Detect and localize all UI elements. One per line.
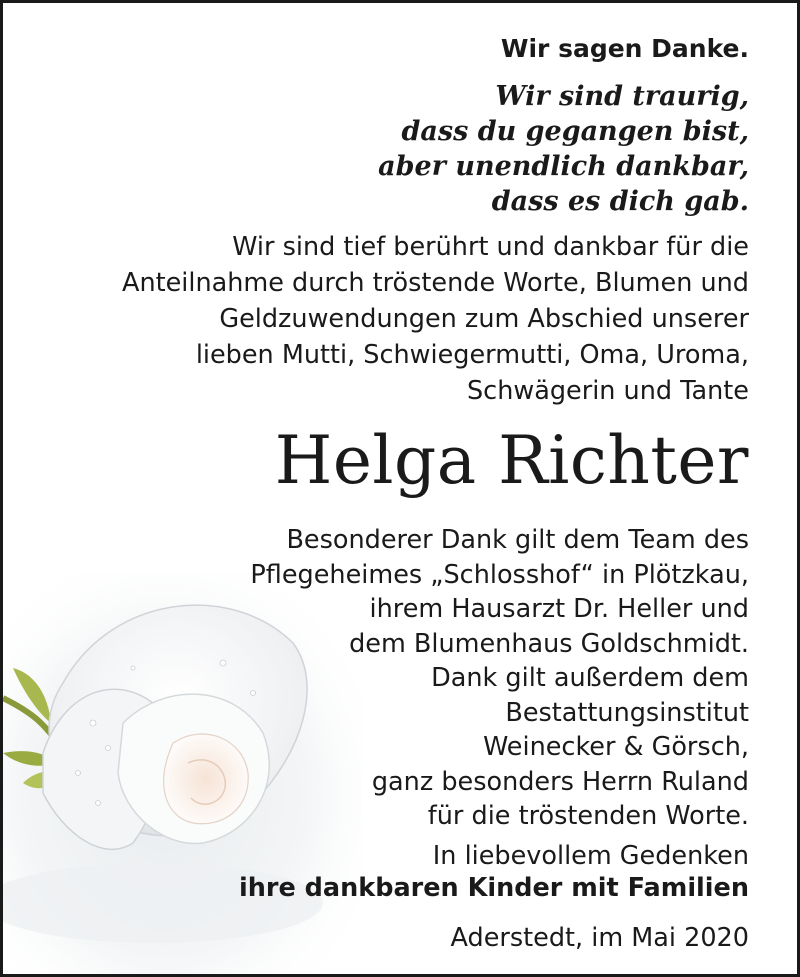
headline	[501, 33, 749, 65]
special-thanks-paragraph	[250, 523, 749, 834]
thanks-line: Anteilnahme durch tröstende Worte, Blumen und	[122, 268, 749, 298]
special-thanks-line: Pflegeheimes „Schlosshof“ in Plötzkau,	[250, 559, 749, 590]
memory-text: In liebevollem Gedenken	[432, 841, 749, 871]
poem-line: Wir sind traurig,	[495, 81, 749, 112]
special-thanks-line: Besonderer Dank gilt dem Team des	[286, 525, 749, 555]
poem	[378, 79, 749, 219]
place-date-text: Aderstedt, im Mai 2020	[450, 923, 749, 953]
poem-line: aber unendlich dankbar,	[378, 151, 749, 182]
special-thanks-line: Bestattungsinstitut	[505, 697, 749, 728]
poem-line: dass es dich gab.	[491, 186, 749, 217]
thanks-line: lieben Mutti, Schwiegermutti, Oma, Uroma,	[195, 340, 749, 370]
deceased-name-text: Helga Richter	[274, 422, 749, 499]
poem-line: dass du gegangen bist,	[401, 116, 749, 147]
headline-text: Wir sagen Danke.	[500, 34, 749, 63]
thanks-line: Geldzuwendungen zum Abschied unserer	[219, 304, 749, 334]
special-thanks-line: Weinecker & Görsch,	[483, 732, 749, 762]
special-thanks-line: ganz besonders Herrn Ruland	[371, 766, 749, 797]
special-thanks-line: Dank gilt außerdem dem	[431, 663, 749, 693]
memory-line	[433, 839, 749, 873]
family-text: ihre dankbaren Kinder mit Familien	[239, 873, 749, 903]
special-thanks-line: für die tröstenden Worte.	[427, 801, 749, 831]
family-signature	[239, 871, 749, 905]
place-date	[451, 921, 749, 955]
thanks-line: Schwägerin und Tante	[466, 376, 749, 406]
thanks-paragraph	[122, 229, 749, 409]
special-thanks-line: dem Blumenhaus Goldschmidt.	[349, 628, 749, 659]
special-thanks-line: ihrem Hausarzt Dr. Heller und	[369, 594, 749, 624]
deceased-name	[275, 417, 749, 505]
thanks-line: Wir sind tief berührt und dankbar für die	[232, 232, 749, 262]
